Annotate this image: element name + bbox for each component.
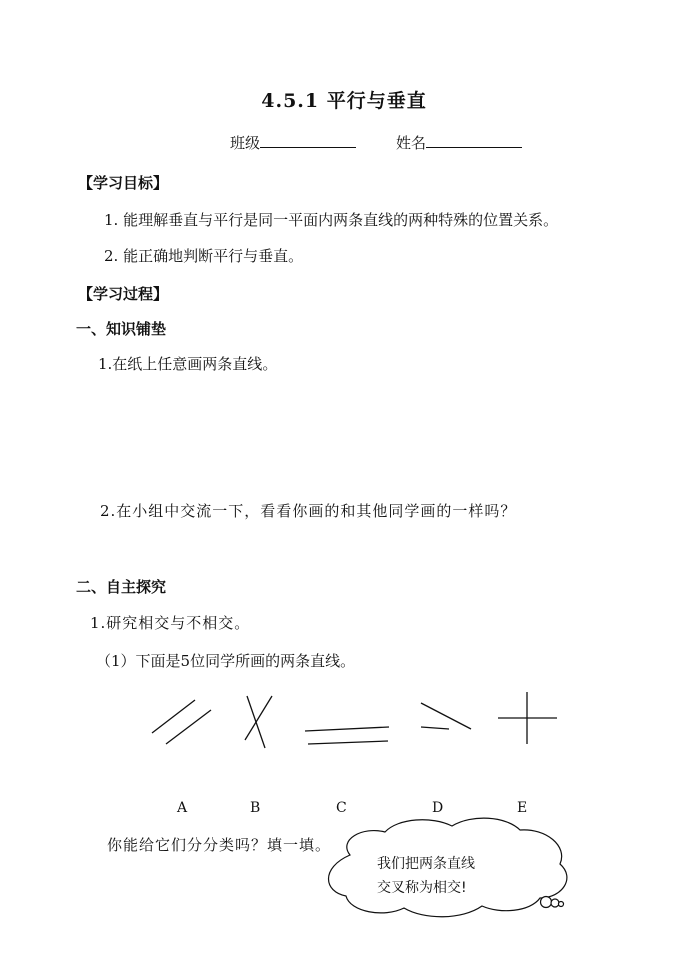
class-label: 班级 — [230, 134, 261, 152]
section2-question-1-sub: （1）下面是5位同学所画的两条直线。 — [96, 652, 356, 670]
process-heading: 【学习过程】 — [78, 285, 169, 303]
label-e: E — [517, 800, 528, 816]
label-a: A — [177, 800, 188, 816]
label-b: B — [250, 800, 261, 816]
classify-prompt: 你能给它们分分类吗？填一填。 — [107, 836, 332, 854]
figure-b-crossing-lines — [245, 696, 272, 748]
name-label: 姓名 — [396, 134, 427, 152]
section1-question-2: 2.在小组中交流一下，看看你画的和其他同学画的一样吗？ — [100, 502, 517, 520]
goals-heading: 【学习目标】 — [78, 174, 169, 192]
goal-item-2: 2. 能正确地判断平行与垂直。 — [104, 247, 304, 265]
figure-a-parallel-diagonal-lines — [152, 700, 211, 744]
bubble-text — [377, 852, 475, 900]
section1-heading: 一、知识铺垫 — [76, 320, 167, 338]
label-c: C — [336, 800, 347, 816]
goal-item-1: 1. 能理解垂直与平行是同一平面内两条直线的两种特殊的位置关系。 — [104, 211, 559, 229]
bubble-line-2: 交叉称为相交! — [377, 880, 467, 896]
section2-heading: 二、自主探究 — [76, 578, 167, 596]
bubble-line-1: 我们把两条直线 — [377, 856, 475, 872]
page-title: 4.5.1 平行与垂直 — [261, 90, 427, 112]
section1-question-1: 1.在纸上任意画两条直线。 — [98, 355, 278, 373]
section2-question-1: 1.研究相交与不相交。 — [90, 614, 251, 632]
label-d: D — [432, 800, 444, 816]
figure-e-perpendicular-lines — [498, 692, 557, 744]
figure-d-converging-lines — [421, 703, 471, 729]
figure-c-parallel-horizontal-lines — [305, 727, 389, 744]
